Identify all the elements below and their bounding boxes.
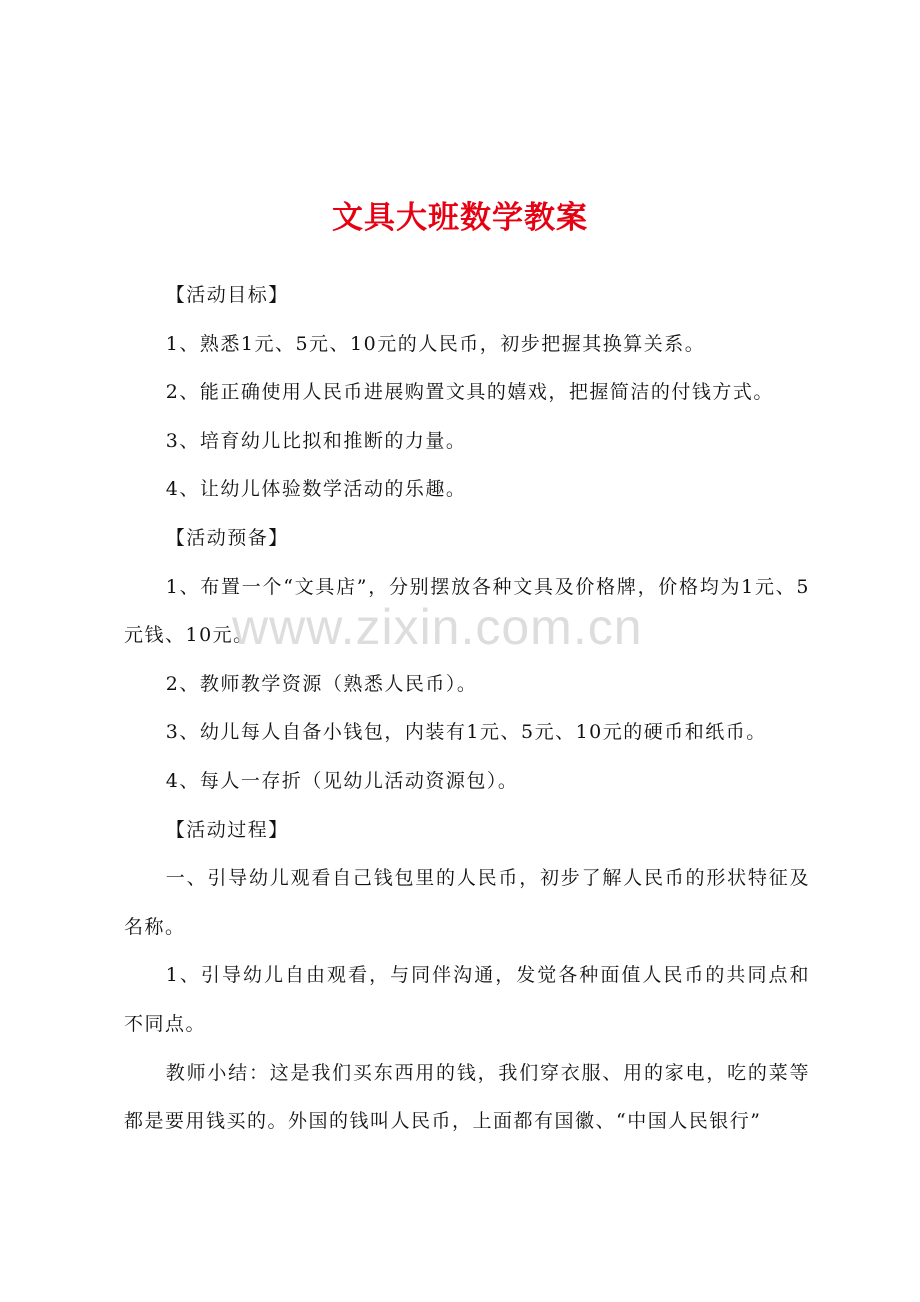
paragraph: 1、引导幼儿自由观看，与同伴沟通，发觉各种面值人民币的共同点和不同点。 [124,964,810,1035]
paragraph: 2、教师教学资源（熟悉人民币）。 [165,672,478,695]
paragraph: 2、能正确使用人民币进展购置文具的嬉戏，把握简洁的付钱方式。 [165,381,774,404]
paragraph: 一、引导幼儿观看自己钱包里的人民币，初步了解人民币的形状特征及名称。 [124,867,810,938]
document-title: 文具大班数学教案 [332,200,588,236]
paragraph: 3、培育幼儿比拟和推断的力量。 [165,429,467,452]
watermark: www.zixin.com.cn [232,599,643,655]
section-heading-goals: 【活动目标】 [165,284,289,306]
paragraph: 1、布置一个“文具店”，分别摆放各种文具及价格牌，价格均为1元、5元钱、10元。 [124,575,810,647]
document-body [124,271,810,1146]
section-heading-preparation: 【活动预备】 [165,526,289,549]
paragraph: 1、熟悉1元、5元、10元的人民币，初步把握其换算关系。 [165,332,706,355]
paragraph: 4、让幼儿体验数学活动的乐趣。 [165,478,467,501]
paragraph: 3、幼儿每人自备小钱包，内装有1元、5元、10元的硬币和纸币。 [165,721,767,744]
paragraph: 4、每人一存折（见幼儿活动资源包）。 [165,769,519,792]
paragraph: 教师小结：这是我们买东西用的钱，我们穿衣服、用的家电，吃的菜等都是要用钱买的。外国的钱叫人民币，上面都有国徽、“中国人民银行” [124,1061,810,1133]
section-heading-process: 【活动过程】 [165,818,289,841]
